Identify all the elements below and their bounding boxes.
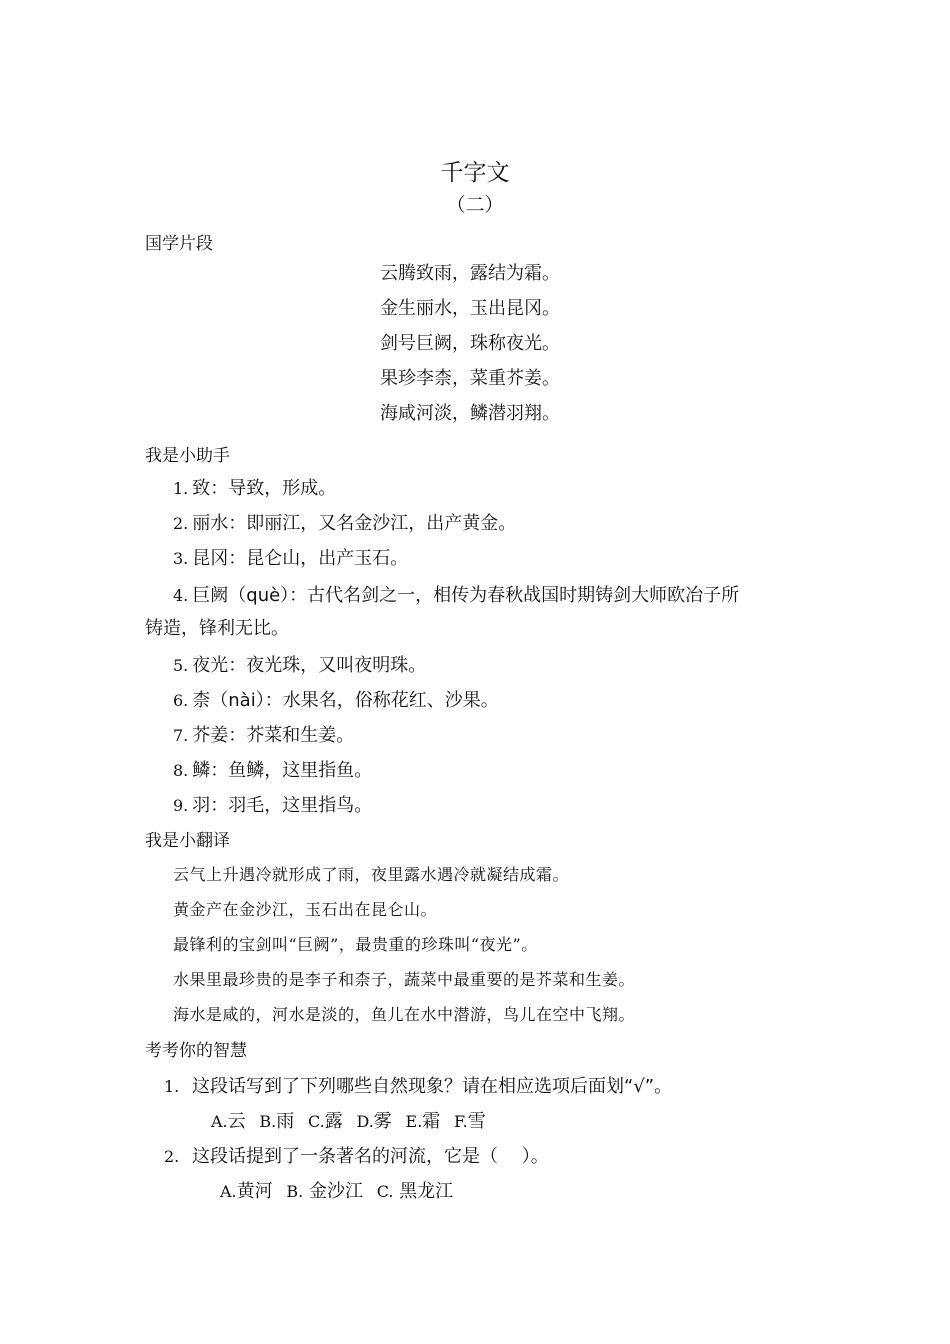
section-heading-translation: 我是小翻译 (145, 831, 230, 851)
note-item (173, 651, 426, 677)
translation-line: 云气上升遇冷就形成了雨，夜里露水遇冷就凝结成霜。 (173, 865, 570, 884)
note-number: 7. (173, 726, 189, 745)
question-text: 这段话写到了下列哪些自然现象？请在相应选项后面划“√”。 (192, 1076, 673, 1097)
question-number: 1. (164, 1077, 180, 1096)
note-number: 2. (173, 514, 189, 533)
note-text: 致：导致，形成。 (192, 478, 337, 499)
poem-line: 金生丽水，玉出昆冈。 (380, 298, 560, 319)
option-letter: E. (405, 1112, 423, 1131)
note-item (173, 544, 408, 570)
page-subtitle: （二） (446, 194, 504, 216)
poem-line: 果珍李柰，菜重芥姜。 (380, 368, 560, 389)
option[interactable] (220, 1181, 273, 1202)
option-text: 雾 (373, 1111, 392, 1132)
note-text: 柰（nài）：水果名，俗称花红、沙果。 (192, 690, 499, 711)
option-letter: A. (220, 1182, 237, 1201)
option-letter: F. (454, 1112, 468, 1131)
option-text: 金沙江 (308, 1181, 363, 1202)
option-letter: C. (307, 1112, 325, 1131)
question-number: 2. (164, 1147, 180, 1166)
note-number: 5. (173, 656, 189, 675)
note-item (173, 686, 499, 712)
page-title: 千字文 (440, 160, 510, 186)
translation-line: 黄金产在金沙江，玉石出在昆仑山。 (173, 900, 438, 919)
quiz-options (220, 1177, 461, 1203)
option-letter: B. (259, 1112, 277, 1131)
option-text: 霜 (422, 1111, 441, 1132)
option-text: 露 (324, 1111, 343, 1132)
option[interactable] (454, 1111, 486, 1132)
note-item (173, 756, 372, 782)
option[interactable] (406, 1111, 441, 1132)
question-text: 这段话提到了一条著名的河流，它是（ ）。 (192, 1146, 549, 1167)
option-text: 雪 (467, 1111, 486, 1132)
note-text: 羽：羽毛，这里指鸟。 (192, 795, 373, 816)
translation-line: 最锋利的宝剑叫“巨阙”，最贵重的珍珠叫“夜光”。 (173, 935, 538, 954)
translation-line: 海水是咸的，河水是淡的，鱼儿在水中潜游，鸟儿在空中飞翔。 (173, 1005, 636, 1024)
section-heading-helper: 我是小助手 (145, 446, 230, 466)
option-text: 黄河 (236, 1181, 273, 1202)
option-letter: C. (376, 1182, 394, 1201)
option[interactable] (211, 1111, 246, 1132)
translation-line: 水果里最珍贵的是李子和柰子，蔬菜中最重要的是芥菜和生姜。 (173, 970, 636, 989)
note-number: 8. (173, 761, 189, 780)
note-number: 4. (173, 586, 189, 605)
option[interactable] (377, 1181, 454, 1202)
note-text: 巨阙（què）：古代名剑之一，相传为春秋战国时期铸剑大师欧冶子所 (192, 585, 740, 606)
option-text: 雨 (276, 1111, 295, 1132)
note-text: 丽水：即丽江，又名金沙江，出产黄金。 (192, 513, 517, 534)
section-heading-passage: 国学片段 (145, 234, 213, 254)
option[interactable] (259, 1111, 294, 1132)
note-text: 鳞：鱼鳞，这里指鱼。 (192, 760, 373, 781)
option[interactable] (286, 1181, 363, 1202)
note-number: 3. (173, 549, 189, 568)
option-letter: B. (286, 1182, 304, 1201)
note-number: 9. (173, 796, 189, 815)
note-number: 6. (173, 691, 189, 710)
option-letter: D. (356, 1112, 374, 1131)
note-continuation: 铸造，锋利无比。 (145, 618, 289, 639)
poem-line: 云腾致雨，露结为霜。 (380, 263, 560, 284)
poem-line: 海咸河淡，鳞潜羽翔。 (380, 403, 560, 424)
note-item (173, 509, 516, 535)
note-item (173, 581, 739, 607)
option-letter: A. (211, 1112, 228, 1131)
note-item (173, 721, 354, 747)
option[interactable] (308, 1111, 343, 1132)
option[interactable] (356, 1111, 391, 1132)
quiz-question (164, 1142, 549, 1168)
quiz-question (164, 1072, 672, 1098)
note-item (173, 474, 336, 500)
quiz-options (211, 1107, 494, 1133)
note-text: 芥姜：芥菜和生姜。 (192, 725, 355, 746)
option-text: 云 (227, 1111, 246, 1132)
note-item (173, 791, 372, 817)
note-text: 昆冈：昆仑山，出产玉石。 (192, 548, 409, 569)
option-text: 黑龙江 (399, 1181, 454, 1202)
note-text: 夜光：夜光珠，又叫夜明珠。 (192, 655, 427, 676)
note-number: 1. (173, 479, 189, 498)
section-heading-quiz: 考考你的智慧 (145, 1041, 247, 1061)
poem-line: 剑号巨阙，珠称夜光。 (380, 333, 560, 354)
